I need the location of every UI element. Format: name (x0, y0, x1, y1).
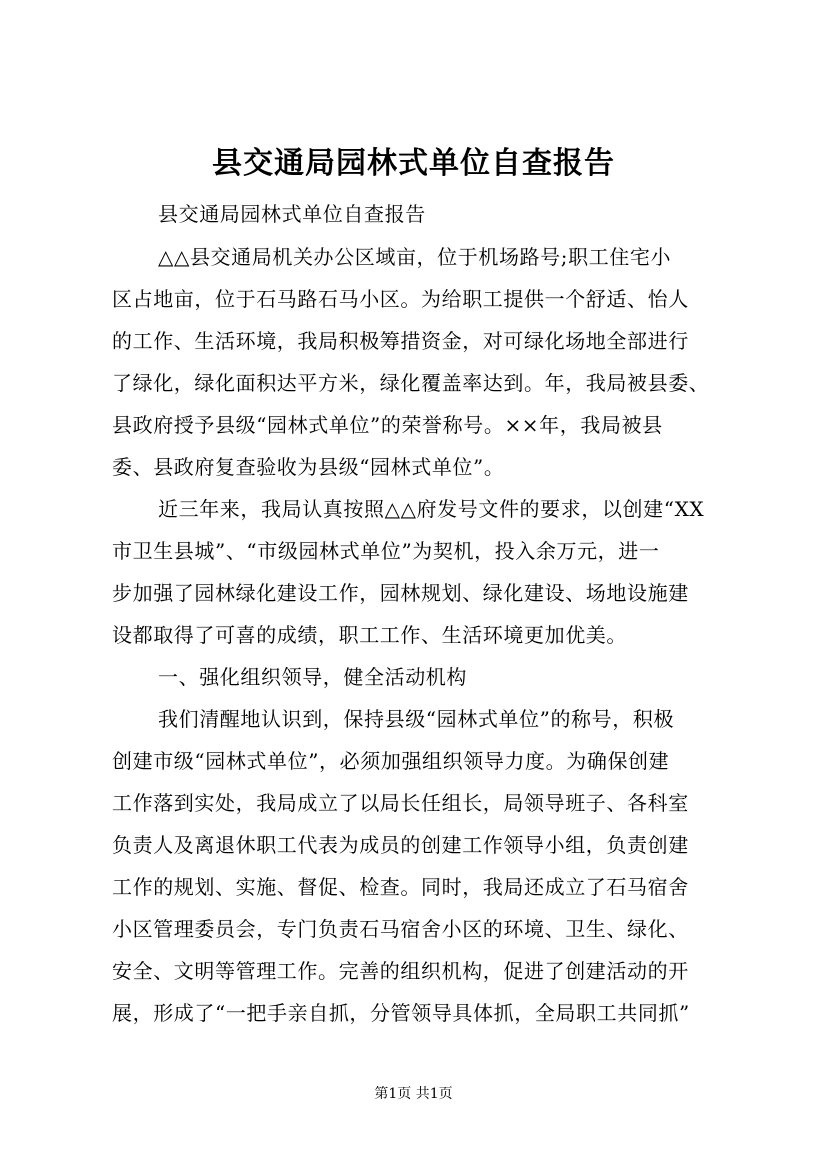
paragraph-line: 县政府授予县级“园林式单位”的荣誉称号。××年，我局被县 (112, 413, 663, 437)
paragraph-line: 步加强了园林绿化建设工作，园林规划、绿化建设、场地设施建 (112, 581, 689, 605)
paragraph-line: 创建市级“园林式单位”，必须加强组织领导力度。为确保创建 (112, 749, 670, 773)
paragraph-line: 负责人及离退休职工代表为成员的创建工作领导小组，负责创建 (112, 833, 689, 857)
subtitle-line: 县交通局园林式单位自查报告 (158, 202, 426, 226)
section-heading: 一、强化组织领导，健全活动机构 (158, 665, 467, 689)
page-footer: 第1页 共1页 (374, 1086, 453, 1102)
paragraph-line: 我们清醒地认识到，保持县级“园林式单位”的称号，积极 (158, 707, 675, 731)
paragraph-line: 区占地亩，位于石马路石马小区。为给职工提供一个舒适、怡人 (112, 287, 689, 311)
paragraph-line: 展，形成了“一把手亲自抓，分管领导具体抓，全局职工共同抓” (112, 1001, 690, 1025)
paragraph-line: 小区管理委员会，专门负责石马宿舍小区的环境、卫生、绿化、 (112, 917, 689, 941)
document-title: 县交通局园林式单位自查报告 (212, 146, 615, 181)
paragraph-line: △△县交通局机关办公区域亩，位于机场路号;职工住宅小 (158, 245, 672, 269)
paragraph-line: 安全、文明等管理工作。完善的组织机构，促进了创建活动的开 (112, 959, 689, 983)
paragraph-line: 市卫生县城”、“市级园林式单位”为契机，投入余万元，进一 (112, 539, 660, 563)
paragraph-line: 工作的规划、实施、督促、检查。同时，我局还成立了石马宿舍 (112, 875, 689, 899)
paragraph-line: 工作落到实处，我局成立了以局长任组长，局领导班子、各科室 (112, 791, 689, 815)
paragraph-line: 了绿化，绿化面积达平方米，绿化覆盖率达到。年，我局被县委、 (112, 371, 710, 395)
paragraph-line: 设都取得了可喜的成绩，职工工作、生活环境更加优美。 (112, 623, 627, 647)
paragraph-line: 委、县政府复查验收为县级“园林式单位”。 (112, 455, 505, 479)
paragraph-line: 的工作、生活环境，我局积极筹措资金，对可绿化场地全部进行 (112, 329, 689, 353)
paragraph-line: 近三年来，我局认真按照△△府发号文件的要求，以创建“XX (158, 497, 705, 521)
